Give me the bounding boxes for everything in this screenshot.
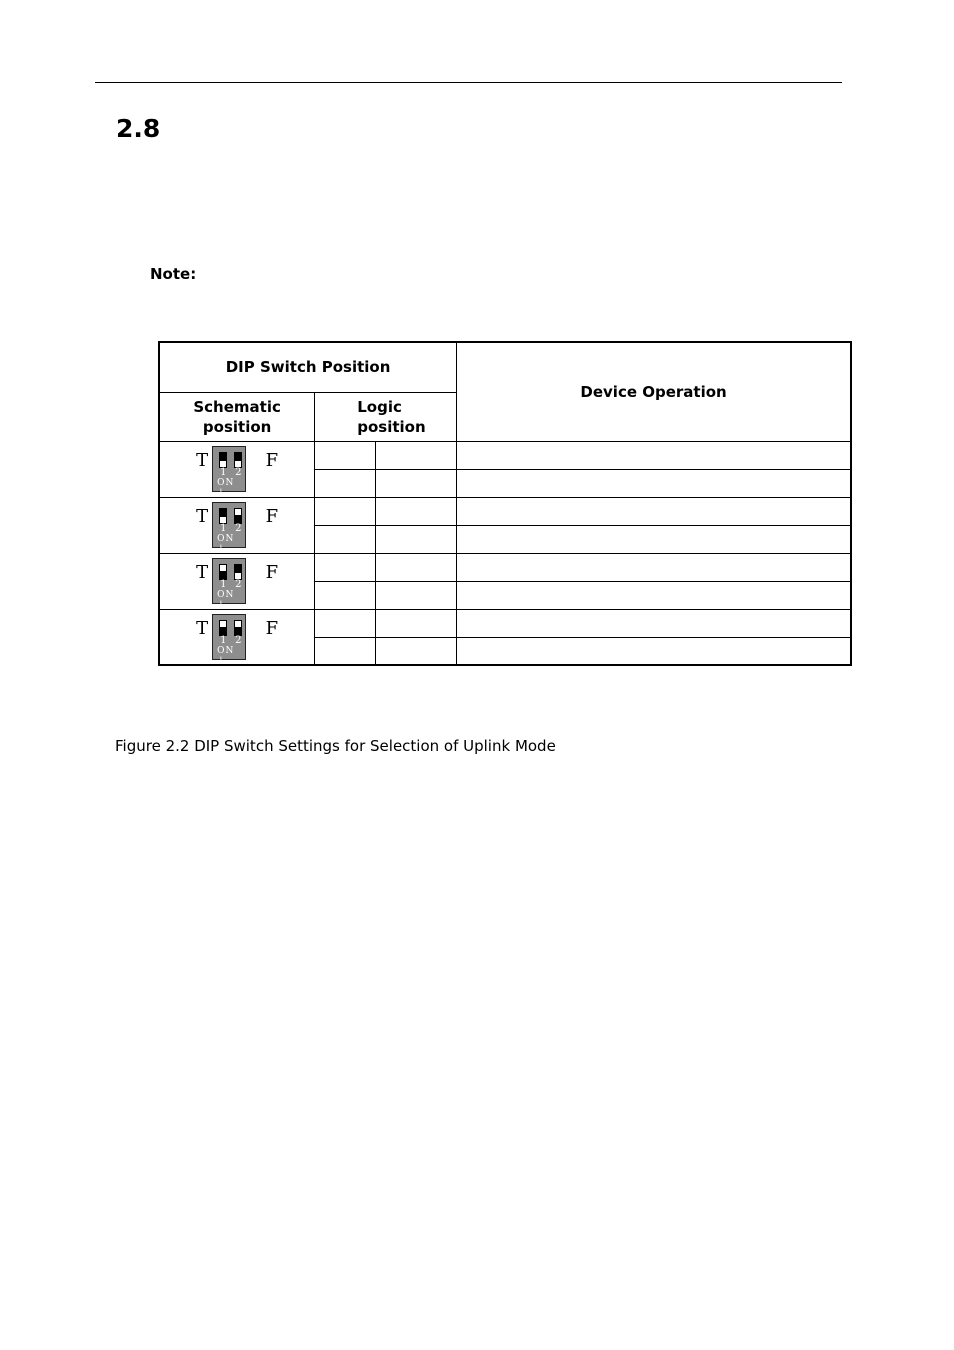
dip-switch-schematic [196,558,279,610]
header-schematic-position: Schematic position [159,392,315,441]
dip-number-2: 2 [235,523,242,534]
dip-number-1: 1 [220,579,227,590]
dip-number-1: 1 [220,523,227,534]
schematic-cell [159,441,315,497]
f-label: F [265,562,279,583]
logic-cell [376,581,457,609]
dip-switch-1 [219,508,227,524]
f-label: F [265,617,279,639]
logic-cell [315,637,376,665]
logic-cell [315,609,376,637]
schematic-cell [159,609,315,665]
dip-switch-schematic [196,502,279,554]
dip-switch-body [212,502,246,554]
operation-cell [457,525,851,553]
dip-on-label: ON ↓ [217,590,235,610]
dip-switch-2 [234,452,242,468]
dip-on-label: ON ↓ [217,645,235,666]
top-rule [95,82,842,83]
logic-cell [376,553,457,581]
dip-switch-body [212,614,246,666]
logic-cell [376,609,457,637]
dip-number-2: 2 [235,634,242,646]
note-label: Note: [150,265,197,283]
dip-switch-1 [219,452,227,468]
logic-cell [376,469,457,497]
schematic-cell [159,553,315,609]
logic-cell [315,525,376,553]
dip-number-1: 1 [220,634,227,646]
figure-caption: Figure 2.2 DIP Switch Settings for Selection of Uplink Mode [115,737,556,755]
t-label: T [196,562,209,583]
header-device-operation: Device Operation [457,342,851,441]
dip-switch-2 [234,620,242,636]
dip-number-2: 2 [235,579,242,590]
operation-cell [457,553,851,581]
logic-cell [376,525,457,553]
t-label: T [196,617,209,639]
dip-number-1: 1 [220,467,227,478]
dip-number-2: 2 [235,467,242,478]
operation-cell [457,637,851,665]
logic-cell [315,553,376,581]
logic-cell [315,581,376,609]
dip-switch-schematic [196,446,279,498]
dip-switch-2 [234,508,242,524]
dip-switch-body [212,558,246,610]
dip-switch-table [158,341,852,666]
logic-cell [315,441,376,469]
logic-cell [315,497,376,525]
operation-cell [457,497,851,525]
section-number: 2.8 [116,114,161,143]
dip-switch-schematic [196,614,279,666]
dip-switch-2 [234,564,242,580]
schematic-cell [159,497,315,553]
t-label: T [196,506,209,527]
logic-cell [315,469,376,497]
logic-cell [376,497,457,525]
logic-cell [376,441,457,469]
header-dip-switch-position: DIP Switch Position [159,342,457,392]
operation-cell [457,441,851,469]
operation-cell [457,581,851,609]
dip-on-label: ON ↓ [217,478,235,498]
f-label: F [265,506,279,527]
dip-switch-body [212,446,246,498]
dip-on-label: ON ↓ [217,534,235,554]
header-logic-position: Logic position [315,392,457,441]
t-label: T [196,450,209,471]
operation-cell [457,469,851,497]
f-label: F [265,450,279,471]
dip-switch-1 [219,620,227,636]
dip-switch-1 [219,564,227,580]
operation-cell [457,609,851,637]
logic-cell [376,637,457,665]
